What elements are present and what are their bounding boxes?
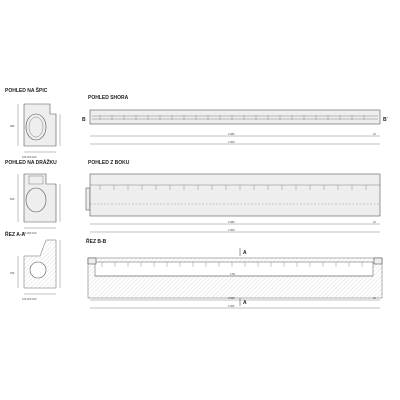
side-dim-outer: 4 000 bbox=[228, 229, 235, 232]
side-outline bbox=[90, 174, 380, 216]
drazka-bottom-dim: 100 200 100 bbox=[22, 232, 37, 235]
spic-bottom-dim: 100 200 100 bbox=[22, 156, 37, 159]
bb-left-joint bbox=[88, 258, 96, 264]
bb-dim-outer: 4 000 bbox=[228, 305, 235, 308]
section-bb bbox=[88, 248, 382, 308]
marker-b-left: B bbox=[82, 117, 86, 123]
title-view-spic: POHLED NA ŠPIC bbox=[5, 88, 48, 94]
title-view-drazka: POHLED NA DRÁŽKU bbox=[5, 160, 57, 166]
bb-dim-right: 10 bbox=[373, 297, 376, 300]
spic-height-dim: 480 bbox=[10, 125, 15, 128]
section-aa bbox=[10, 240, 60, 301]
title-view-top: POHLED SHORA bbox=[88, 95, 129, 101]
view-spic bbox=[10, 104, 60, 159]
title-section-bb: ŘEZ B-B bbox=[86, 239, 107, 245]
top-dim-right: 10 bbox=[373, 133, 376, 136]
marker-a-bottom: A bbox=[243, 300, 247, 306]
top-outline bbox=[90, 110, 380, 124]
view-drazka bbox=[10, 174, 60, 235]
drazka-outline bbox=[24, 174, 56, 222]
marker-a-top: A bbox=[243, 250, 247, 256]
side-spigot bbox=[86, 188, 90, 210]
aa-height-dim: 450 bbox=[10, 272, 15, 275]
view-top bbox=[82, 110, 389, 144]
aa-opening bbox=[30, 262, 46, 278]
title-section-aa: ŘEZ A-A bbox=[5, 232, 26, 238]
title-view-side: POHLED Z BOKU bbox=[88, 160, 130, 166]
drazka-height-dim: 500 bbox=[10, 198, 15, 201]
spic-outline bbox=[24, 104, 56, 146]
aa-bottom-dim: 100 200 100 bbox=[22, 298, 37, 301]
top-dim-inner: 3 980 bbox=[228, 133, 235, 136]
bb-right-joint bbox=[374, 258, 382, 264]
bb-slot-marks bbox=[102, 262, 362, 267]
side-dim-right: 10 bbox=[373, 221, 376, 224]
bb-dim-inner: 3 980 bbox=[228, 297, 235, 300]
view-side bbox=[86, 174, 380, 232]
bb-dim-mid: 4 50 bbox=[230, 273, 236, 276]
top-dim-outer: 4 000 bbox=[228, 141, 235, 144]
marker-b-right: B´ bbox=[383, 117, 389, 123]
side-dim-inner: 3 980 bbox=[228, 221, 235, 224]
